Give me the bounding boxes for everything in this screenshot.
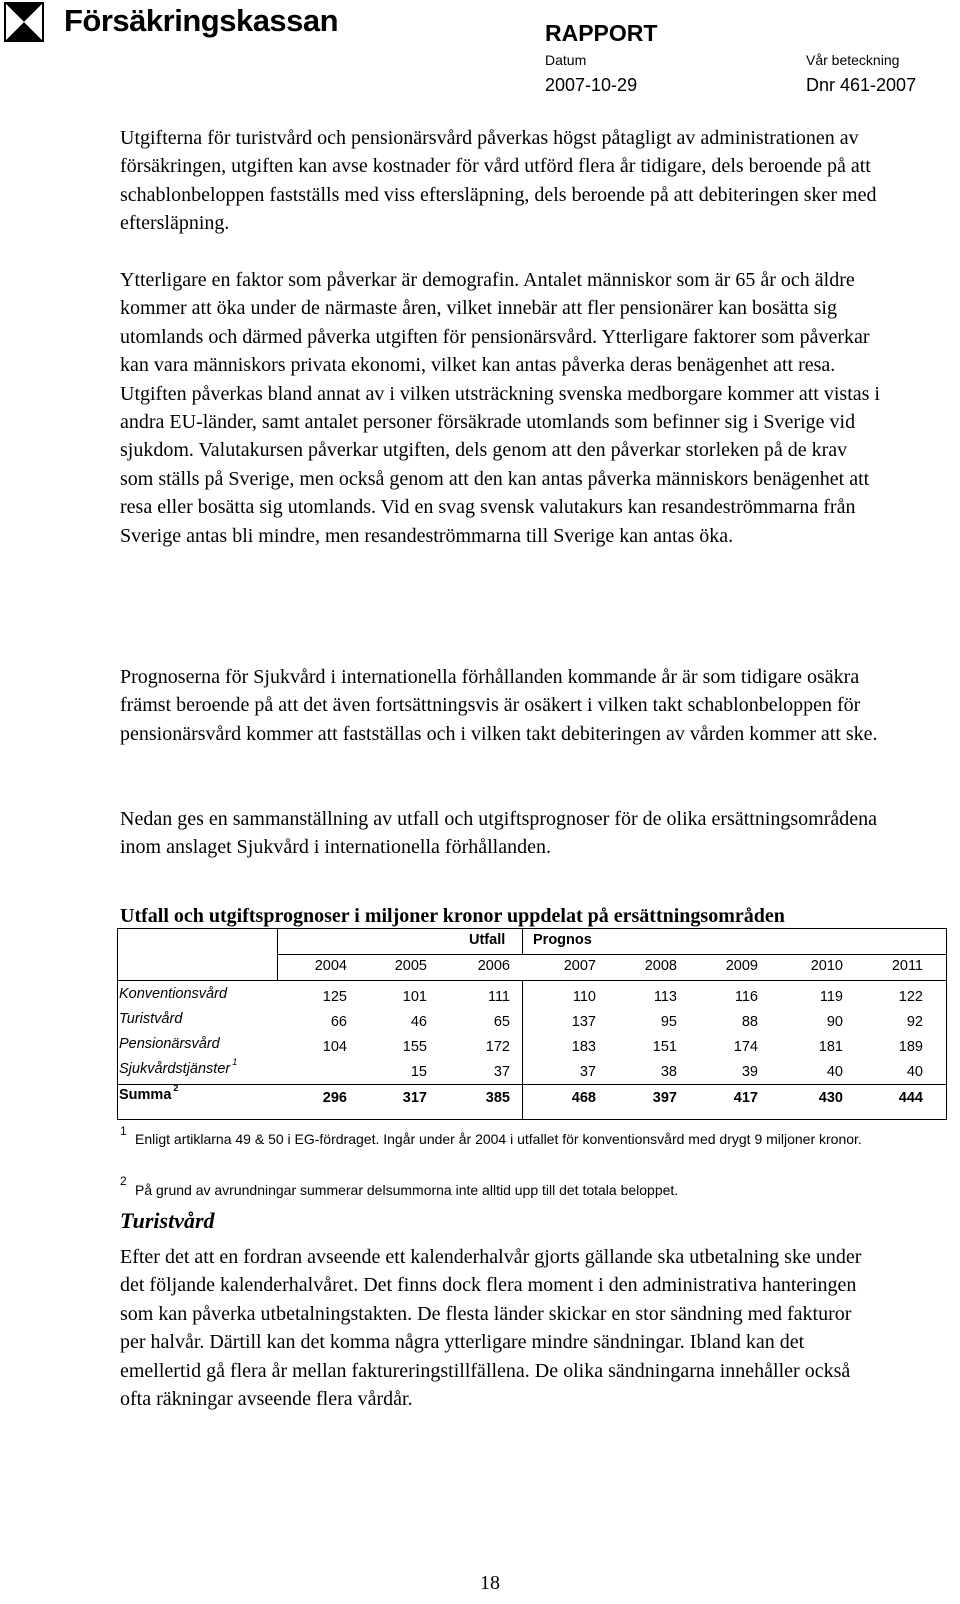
reference-value: Dnr 461-2007 [806, 75, 917, 95]
year-header: 2007 [563, 958, 596, 974]
year-header: 2005 [394, 958, 427, 974]
date-label: Datum [545, 52, 587, 68]
org-logo [4, 2, 338, 42]
table-cell: 155 [402, 1039, 427, 1055]
sum-cell: 296 [322, 1090, 347, 1106]
table-divider [277, 954, 947, 955]
year-header: 2011 [891, 958, 923, 974]
year-header: 2008 [644, 958, 677, 974]
table-cell: 66 [330, 1014, 347, 1030]
table-cell: 65 [493, 1014, 510, 1030]
table-title: Utfall och utgiftsprognoser i miljoner kronor uppdelat på ersättningsområden [120, 905, 785, 927]
date-value: 2007-10-29 [545, 75, 638, 95]
table-cell: 37 [579, 1064, 596, 1080]
logo-mark-icon [4, 2, 44, 42]
table-cell: 46 [410, 1014, 427, 1030]
sum-cell: 417 [733, 1090, 758, 1106]
footnote-text: På grund av avrundningar summerar delsummorna inte alltid upp till det totala beloppet. [135, 1182, 679, 1198]
table-divider [522, 928, 523, 954]
sum-row-label [119, 1083, 179, 1103]
paragraph-1: Utgifterna för turistvård och pensionärsvård påverkas högst påtagligt av administrationen av försäkringen, utgiften kan avse kostnader för vård utförd flera år tidigare, dels beroende på att schablonbeloppen fastställs med viss eftersläpning, dels beroende på att debiteringen sker med eftersläpning. [120, 127, 877, 235]
section-heading: Turistvård [120, 1208, 215, 1233]
table-cell: 15 [410, 1064, 427, 1080]
table-cell: 110 [572, 989, 596, 1005]
row-label: Konventionsvård [119, 986, 228, 1002]
group-header-prognos: Prognos [533, 932, 592, 948]
year-header: 2010 [810, 958, 843, 974]
document-type: RAPPORT [545, 20, 658, 46]
footnote-mark: 2 [120, 1174, 127, 1188]
table-cell: 39 [741, 1064, 758, 1080]
table-divider [117, 980, 947, 981]
sum-cell: 430 [818, 1090, 843, 1106]
table-cell: 92 [906, 1014, 923, 1030]
table-cell: 38 [660, 1064, 677, 1080]
year-header: 2004 [314, 958, 347, 974]
table-cell: 37 [493, 1064, 510, 1080]
paragraph-5: Efter det att en fordran avseende ett kalenderhalvår gjorts gällande ska utbetalning ske under det följande kalenderhalvåret. Det finns dock flera moment i den administrativa hanteringen som kan påverka utbetalningstakten. De flesta länder skickar en stor sändning med fakturor per halvår. Därtill kan det komma några ytterligare mindre sändningar. Ibland kan det emellertid gå flera år mellan faktureringstillfällena. De olika sändningarna innehåller också ofta räkningar avseende flera vårdår. [120, 1246, 862, 1411]
sum-cell: 397 [652, 1090, 677, 1106]
table-cell: 90 [826, 1014, 843, 1030]
table-cell: 174 [733, 1039, 758, 1055]
footnote-mark: 1 [120, 1124, 127, 1138]
table-divider [522, 980, 523, 1120]
expenditure-table [117, 928, 947, 1120]
footnote-ref: 2 [173, 1083, 179, 1094]
table-cell: 88 [741, 1014, 758, 1030]
sum-cell: 385 [485, 1090, 510, 1106]
paragraph-3: Prognoserna för Sjukvård i internationella förhållanden kommande år är som tidigare osäkra främst beroende på att det även fortsättningsvis är osäkert i vilken takt schablonbeloppen för pensionärsvård kommer att fastställas och i vilken takt debiteringen av vården kommer att ske. [120, 666, 878, 745]
paragraph-4: Nedan ges en sammanställning av utfall och utgiftsprognoser för de olika ersättningsområdena inom anslaget Sjukvård i internationella förhållanden. [120, 808, 878, 859]
year-header: 2009 [725, 958, 758, 974]
sum-row-label-text: Summa [119, 1087, 172, 1103]
table-cell: 183 [571, 1039, 596, 1055]
table-divider [117, 1084, 947, 1085]
table-cell: 172 [485, 1039, 510, 1055]
table-cell: 122 [898, 989, 923, 1005]
table-cell: 40 [906, 1064, 923, 1080]
table-cell: 104 [322, 1039, 347, 1055]
sum-cell: 317 [402, 1090, 427, 1106]
table-cell: 95 [660, 1014, 677, 1030]
paragraph-2: Ytterligare en faktor som påverkar är demografin. Antalet människor som är 65 år och äldre kommer att öka under de närmaste åren, vilket innebär att fler pensionärer kan bosätta sig utomlands och därmed påverka utgiften för pensionärsvård. Ytterligare faktorer som påverkar kan vara människors privata ekonomi, vilket kan antas påverka deras benägenhet att resa. Utgiften påverkas bland annat av i vilken utsträckning svenska medborgare kommer att vistas i andra EU-länder, samt antalet personer försäkrade utomlands som befinner sig i Sverige vid sjukdom. Valutakursen påverkar utgiften, dels genom att den påverkar storleken på de krav som ställs på Sverige, men också genom att den kan antas påverka människors benägenhet att resa eller bosätta sig utomlands. Vid en svag svensk valutakurs kan resandeströmmarna från Sverige antas bli mindre, men resandeströmmarna till Sverige kan antas öka. [120, 269, 880, 547]
table-cell: 40 [826, 1064, 843, 1080]
table-cell: 181 [818, 1039, 843, 1055]
table-cell: 113 [653, 989, 677, 1005]
row-label-text: Sjukvårdstjänster [119, 1061, 231, 1077]
row-label [119, 1057, 238, 1077]
page-number: 18 [480, 1572, 500, 1594]
table-cell: 125 [322, 989, 347, 1005]
table-cell: 101 [402, 989, 427, 1005]
table-cell: 189 [898, 1039, 923, 1055]
org-name: Försäkringskassan [64, 3, 339, 38]
row-label: Pensionärsvård [119, 1036, 220, 1052]
footnote-text: Enligt artiklarna 49 & 50 i EG-fördraget. Ingår under år 2004 i utfallet för konventionsvård med drygt 9 miljoner kronor. [135, 1131, 862, 1147]
footnote-ref: 1 [232, 1057, 238, 1068]
year-header: 2006 [477, 958, 510, 974]
table-cell: 111 [487, 989, 510, 1005]
sum-cell: 468 [571, 1090, 596, 1106]
table-cell: 137 [571, 1014, 596, 1030]
table-cell: 151 [652, 1039, 677, 1055]
sum-cell: 444 [898, 1090, 923, 1106]
group-header-utfall: Utfall [469, 932, 506, 948]
row-label: Turistvård [119, 1011, 183, 1027]
table-cell: 119 [819, 989, 843, 1005]
table-cell: 116 [734, 989, 758, 1005]
reference-label: Vår beteckning [806, 52, 900, 68]
